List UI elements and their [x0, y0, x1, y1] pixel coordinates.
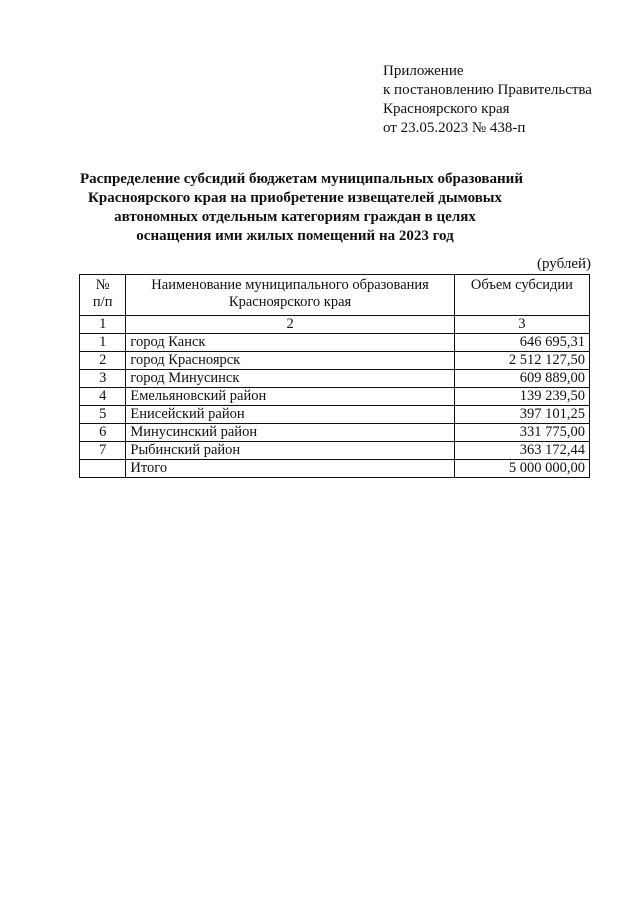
header-name-line: Наименование муниципального образования	[151, 277, 429, 293]
row-number: 5	[80, 406, 126, 424]
row-name: Енисейский район	[126, 406, 454, 424]
row-number: 3	[80, 370, 126, 388]
header-amount: Объем субсидии	[454, 275, 589, 316]
row-name: город Красноярск	[126, 352, 454, 370]
document-title	[80, 170, 523, 246]
row-amount: 139 239,50	[454, 388, 589, 406]
row-amount: 363 172,44	[454, 442, 589, 460]
title-line: оснащения ими жилых помещений на 2023 год	[136, 228, 454, 244]
title-line: автономных отдельным категориям граждан в целях	[114, 209, 476, 225]
annex-block	[383, 62, 592, 138]
column-number: 3	[454, 316, 589, 334]
annex-line: Красноярского края	[383, 101, 510, 117]
title-line: Красноярского края на приобретение извещателей дымовых	[87, 190, 503, 206]
column-number: 1	[80, 316, 126, 334]
header-name	[126, 275, 454, 316]
row-amount: 646 695,31	[454, 334, 589, 352]
table-row	[80, 352, 590, 370]
annex-line: от 23.05.2023 № 438-п	[383, 120, 526, 136]
row-name: Емельяновский район	[126, 388, 454, 406]
row-name: город Минусинск	[126, 370, 454, 388]
row-number: 6	[80, 424, 126, 442]
row-name: Рыбинский район	[126, 442, 454, 460]
total-row	[80, 460, 590, 478]
header-number-line: №	[95, 277, 110, 293]
row-number: 1	[80, 334, 126, 352]
annex-line: к постановлению Правительства	[383, 82, 592, 98]
total-number	[80, 460, 126, 478]
column-number-row	[80, 316, 590, 334]
table-row	[80, 424, 590, 442]
title-line: Распределение субсидий бюджетам муниципальных образований	[80, 171, 523, 187]
row-amount: 331 775,00	[454, 424, 589, 442]
total-label: Итого	[126, 460, 454, 478]
table-row	[80, 406, 590, 424]
row-amount: 2 512 127,50	[454, 352, 589, 370]
table-header-row	[80, 275, 590, 316]
table-row	[80, 442, 590, 460]
header-name-line: Красноярского края	[228, 294, 352, 310]
row-name: город Канск	[126, 334, 454, 352]
table-row	[80, 334, 590, 352]
row-name: Минусинский район	[126, 424, 454, 442]
total-amount: 5 000 000,00	[454, 460, 589, 478]
table-row	[80, 388, 590, 406]
row-amount: 609 889,00	[454, 370, 589, 388]
units-label: (рублей)	[537, 256, 592, 272]
header-number	[80, 275, 126, 316]
table-row	[80, 370, 590, 388]
row-number: 4	[80, 388, 126, 406]
column-number: 2	[126, 316, 454, 334]
row-amount: 397 101,25	[454, 406, 589, 424]
row-number: 7	[80, 442, 126, 460]
subsidy-table	[79, 274, 590, 478]
row-number: 2	[80, 352, 126, 370]
annex-line: Приложение	[383, 63, 464, 79]
header-number-line: п/п	[92, 294, 113, 310]
